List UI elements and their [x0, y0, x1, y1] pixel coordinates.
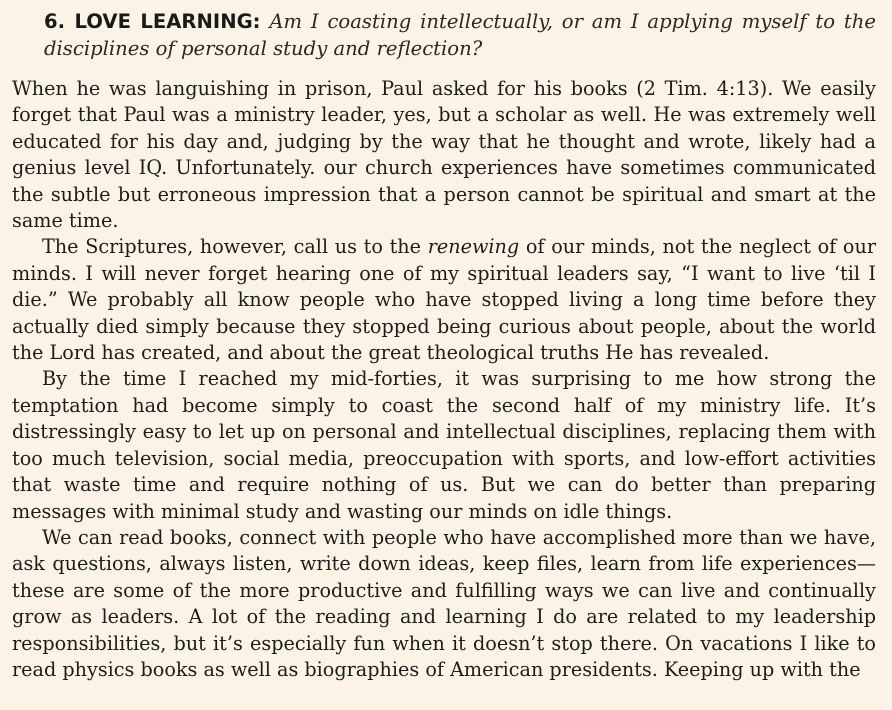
- section-heading: [44, 8, 876, 62]
- paragraph-3: By the time I reached my mid-forties, it was surprising to me how strong the temptation had become simply to coast the second half of my ministry life. It’s distressingly easy to let up on personal and intellectual disciplines, replacing them with too much television, social media, preoccupation with sports, and low-effort activities that waste time and require nothing of us. But we can do better than preparing messages with minimal study and wasting our minds on idle things.: [12, 367, 876, 523]
- paragraph-2: [12, 234, 876, 366]
- paragraph-2-before: The Scriptures, however, call us to the: [42, 235, 428, 259]
- section-question: Am I coasting intellectually, or am I applying myself to the disciplines of personal study and reflection?: [44, 10, 876, 60]
- paragraph-4: We can read books, connect with people who have accomplished more than we have, ask questions, always listen, write down ideas, keep files, learn from life experiences—these are some of the more productive and fulfilling ways we can live and continually grow as leaders. A lot of the reading and learning I do are related to my leadership responsibilities, but it’s especially fun when it doesn’t stop there. On vacations I like to read physics books as well as biographies of American presidents. Keeping up with the: [12, 525, 876, 681]
- paragraph-1: When he was languishing in prison, Paul asked for his books (2 Tim. 4:13). We easily forget that Paul was a ministry leader, yes, but a scholar as well. He was extremely well educated for his day and, judging by the way that he thought and wrote, likely had a genius level IQ. Unfortunately. our church experiences have sometimes communicated the subtle but erroneous impression that a person cannot be spiritual and smart at the same time.: [12, 77, 876, 233]
- section-number-label: 6. LOVE LEARNING:: [44, 10, 261, 33]
- paragraph-2-after: of our minds, not the neglect of our minds. I will never forget hearing one of my spiritual leaders say, “I want to live ‘til I die.” We probably all know people who have stopped living a long time before they actually died simply because they stopped being curious about people, about the world the Lord has created, and about the great theological truths He has revealed.: [12, 235, 877, 365]
- emphasis-renewing: renewing: [427, 235, 520, 259]
